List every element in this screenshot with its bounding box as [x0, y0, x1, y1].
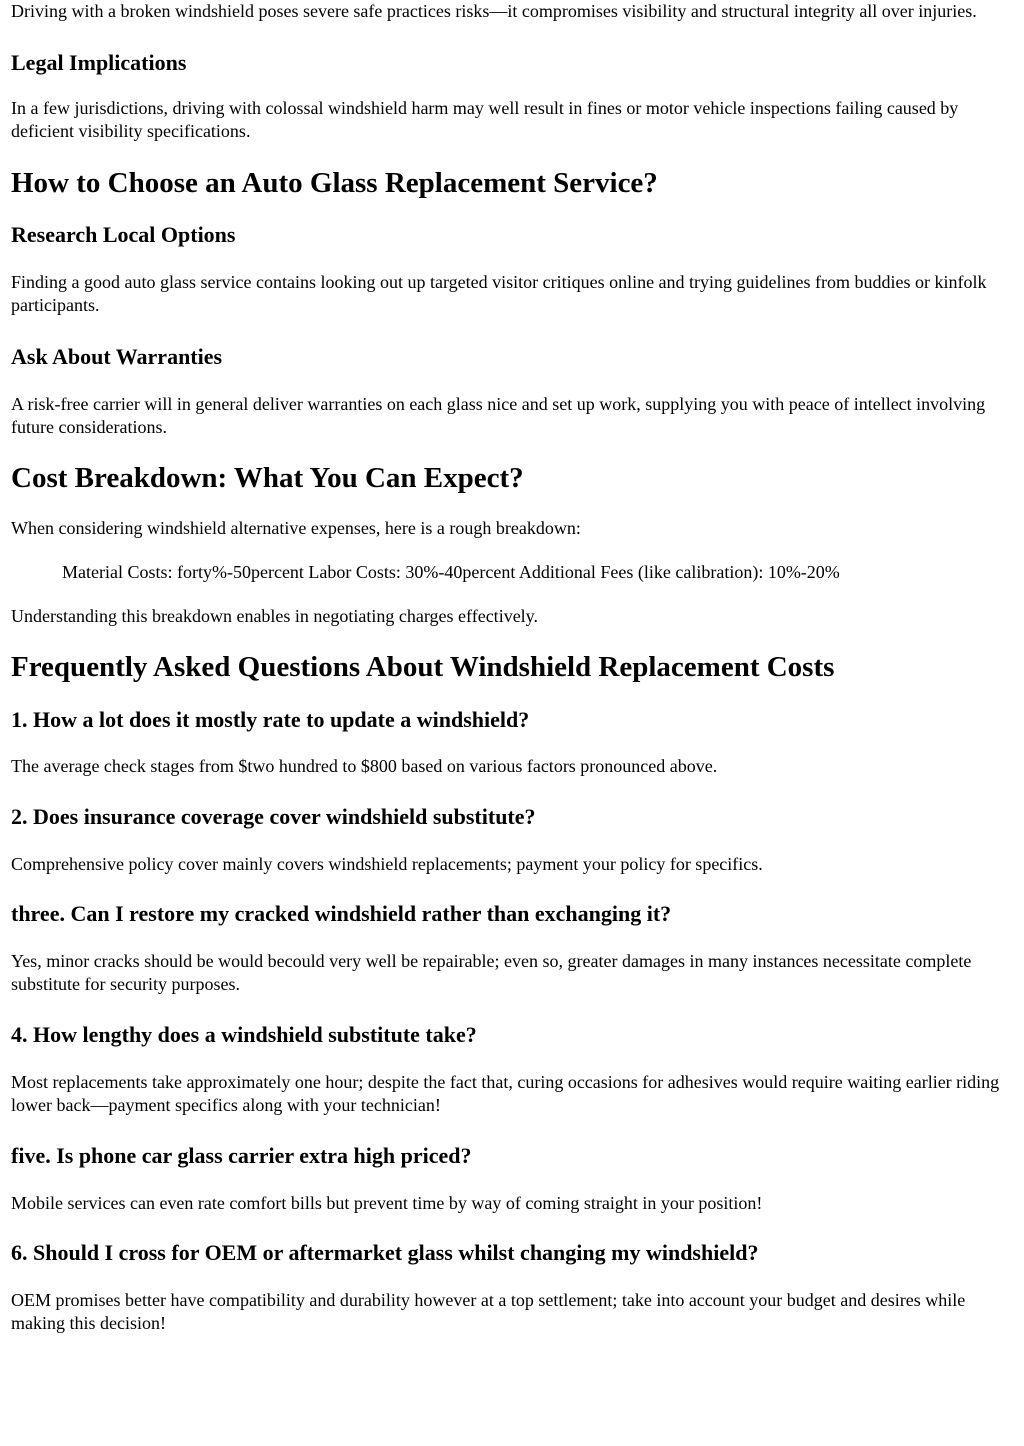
- cost-heading: Cost Breakdown: What You Can Expect?: [11, 462, 524, 494]
- intro-paragraph: Driving with a broken windshield poses severe safe practices risks—it compromises visibility and structural integrity all over injuries.: [11, 1, 977, 21]
- faq-question: 2. Does insurance coverage cover windshield substitute?: [11, 804, 536, 829]
- faq-item: [11, 804, 1013, 876]
- faq-item: [11, 1240, 1013, 1335]
- faq-question: 4. How lengthy does a windshield substitute take?: [11, 1022, 477, 1047]
- legal-paragraph: In a few jurisdictions, driving with colossal windshield harm may well result in fines or motor vehicle inspections failing caused by deficient visibility specifications.: [11, 98, 959, 141]
- cost-intro: When considering windshield alternative expenses, here is a rough breakdown:: [11, 518, 581, 538]
- faq-answer: Mobile services can even rate comfort bills but prevent time by way of coming straight in your position!: [11, 1193, 763, 1213]
- research-paragraph: Finding a good auto glass service contains looking out up targeted visitor critiques online and trying guidelines from buddies or kinfolk participants.: [11, 272, 987, 315]
- faq-item: [11, 707, 1013, 778]
- cost-outro: Understanding this breakdown enables in negotiating charges effectively.: [11, 606, 539, 626]
- faq-question: 6. Should I cross for OEM or aftermarket glass whilst changing my windshield?: [11, 1240, 759, 1265]
- faq-answer: Yes, minor cracks should be would becould very well be repairable; even so, greater damages in many instances necessitate complete substitute for security purposes.: [11, 951, 972, 994]
- faq-item: [11, 901, 1013, 996]
- cost-breakdown: Material Costs: forty%-50percent Labor Costs: 30%-40percent Additional Fees (like calibration): 10%-20%: [62, 562, 840, 582]
- faq-question: five. Is phone car glass carrier extra high priced?: [11, 1143, 472, 1168]
- faq-item: [11, 1022, 1013, 1117]
- faq-answer: The average check stages from $two hundred to $800 based on various factors pronounced above.: [11, 756, 718, 776]
- legal-heading: Legal Implications: [11, 50, 187, 75]
- faq-heading: Frequently Asked Questions About Windshield Replacement Costs: [11, 651, 835, 683]
- research-heading: Research Local Options: [11, 222, 236, 247]
- warranties-heading: Ask About Warranties: [11, 344, 223, 369]
- faq-question: three. Can I restore my cracked windshield rather than exchanging it?: [11, 901, 672, 926]
- warranties-paragraph: A risk-free carrier will in general deliver warranties on each glass nice and set up work, supplying you with peace of intellect involving future considerations.: [11, 394, 986, 437]
- faq-answer: OEM promises better have compatibility and durability however at a top settlement; take into account your budget and desires while making this decision!: [11, 1290, 966, 1333]
- faq-answer: Most replacements take approximately one hour; despite the fact that, curing occasions for adhesives would require waiting earlier riding lower back—payment specifics along with your technician!: [11, 1072, 1000, 1115]
- faq-question: 1. How a lot does it mostly rate to update a windshield?: [11, 707, 530, 732]
- faq-answer: Comprehensive policy cover mainly covers windshield replacements; payment your policy for specifics.: [11, 854, 763, 874]
- choose-heading: How to Choose an Auto Glass Replacement Service?: [11, 167, 658, 199]
- faq-item: [11, 1143, 1013, 1215]
